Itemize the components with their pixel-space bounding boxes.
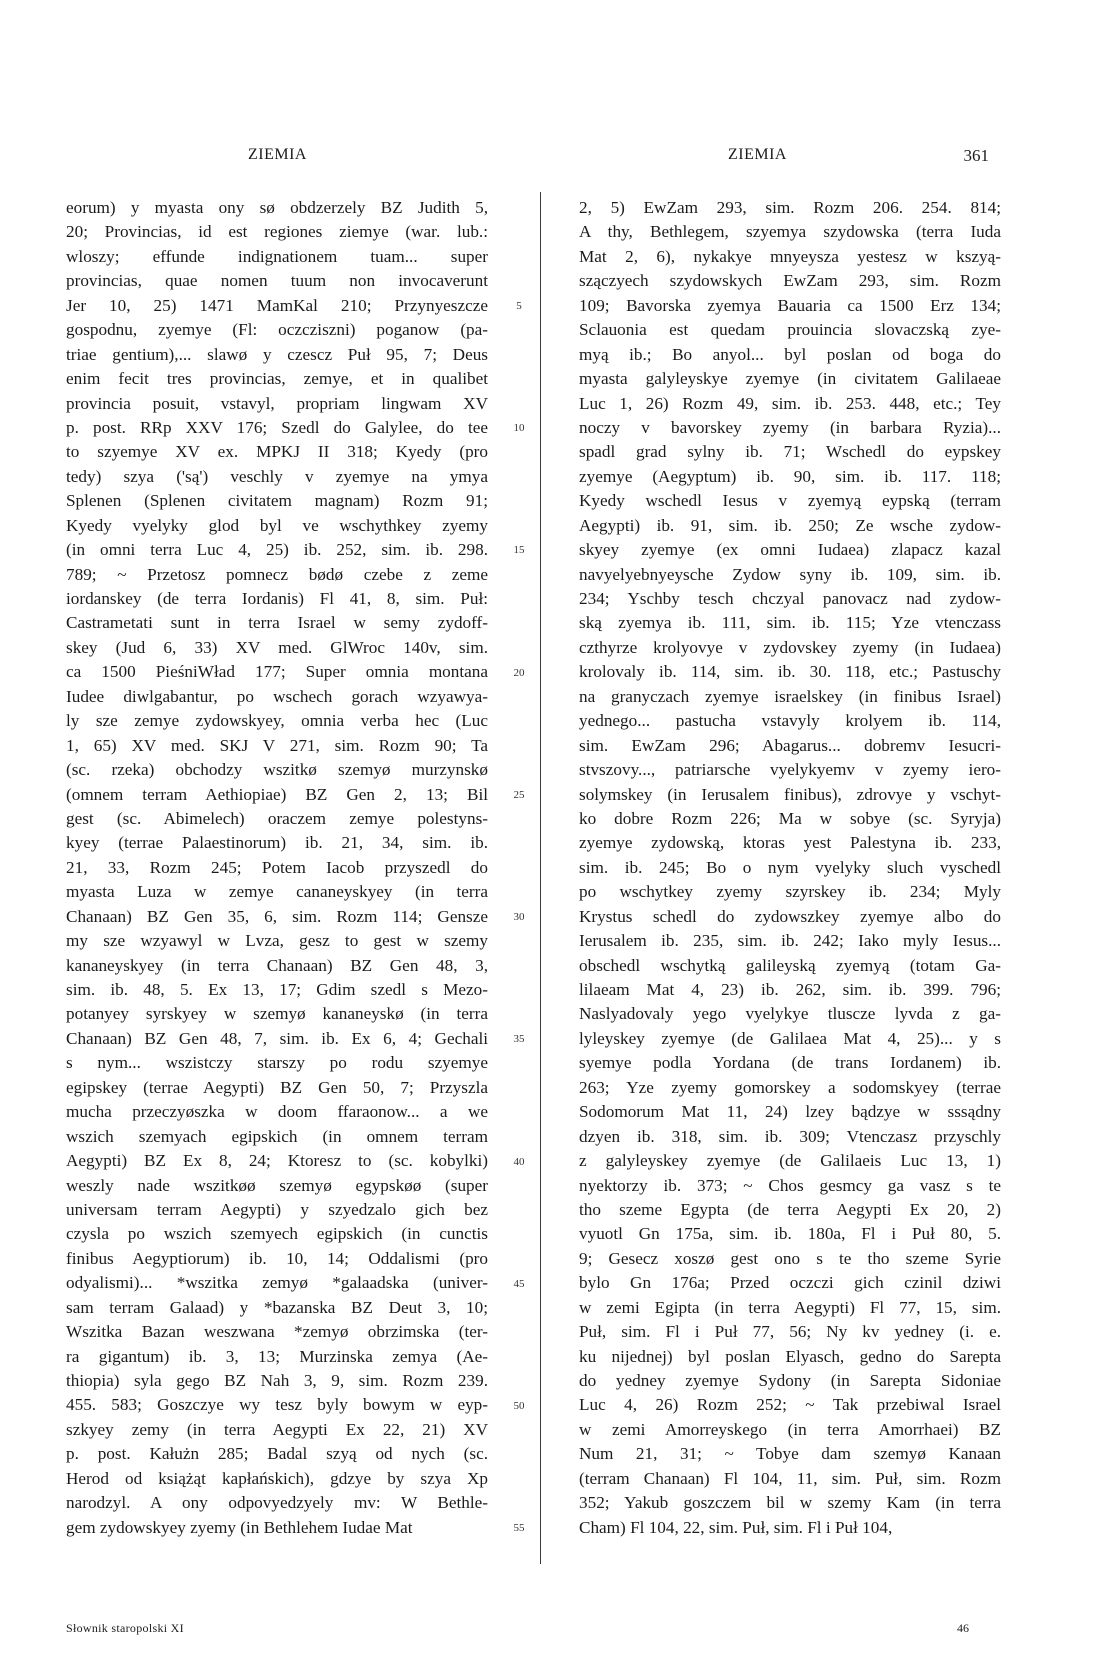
right-column-line: A thy, Bethlegem, szyemya szydowska (terra Iuda [579,222,1001,242]
right-column-line: krolovaly ib. 114, sim. ib. 30. 118, etc.; Pastuschy [579,662,1001,682]
left-column-line: 21, 33, Rozm 245; Potem Iacob przyszedl do [66,857,488,877]
left-column-line: Castrametati sunt in terra Israel w semy zydoff- [66,613,488,633]
left-column-line: my sze wzyawyl w Lvza, gesz to gest w szemy [66,931,488,951]
right-column-line: Mat 2, 6), nykakye mnyeysza yestesz w kszyą- [579,246,1001,266]
right-column-line: stvszovy..., patriarsche vyelykyemv v zyemy iero- [579,760,1001,780]
right-column-line: spadl grad sylny ib. 71; Wschedl do eypskey [579,442,1001,462]
left-column-line: szkyey zemy (in terra Aegypti Ex 22, 21) XV [66,1419,488,1439]
left-column [66,196,488,1540]
right-column-line: ku nijednej) byl poslan Elyasch, gedno do Sarepta [579,1346,1001,1366]
left-column-line: skey (Jud 6, 33) XV med. GlWroc 140v, sim. [66,637,488,657]
left-column-line: kananeyskyey (in terra Chanaan) BZ Gen 48, 3, [66,955,488,975]
footer-signature: 46 [957,1621,969,1635]
column-divider [540,192,541,1564]
left-column-line: wszich szemyach egipskich (in omnem terram [66,1126,488,1146]
right-column-line: nyektorzy ib. 373; ~ Chos gesmcy ga vasz s te [579,1175,1001,1195]
left-column-line: to szyemye XV ex. MPKJ II 318; Kyedy (pro [66,442,488,462]
right-column-line: z galyleyskey zyemye (de Galilaeis Luc 13, 1) [579,1151,1001,1171]
right-column-line: Ierusalem ib. 235, sim. ib. 242; Iako myly Iesus... [579,931,1001,951]
right-column-line: sim. ib. 245; Bo o nym vyelyky sluch vyschedl [579,857,1001,877]
line-number: 25 [513,788,525,801]
left-column-line: mucha przeczyøszka w doom ffaraonow... a we [66,1102,488,1122]
left-column-line: Splenen (Splenen civitatem magnam) Rozm 91; [66,491,488,511]
right-column-line: sim. EwZam 296; Abagarus... dobremv Iesucri- [579,735,1001,755]
right-column-line: do yedney zyemye Sydony (in Sarepta Sidoniae [579,1371,1001,1390]
right-column-line: dzyen ib. 318, sim. ib. 309; Vtenczasz przyschly [579,1126,1001,1146]
right-column-line: czthyrze krolyovye v zydovskey zyemy (in Iudaea) [579,637,1001,657]
right-column-line: Luc 4, 26) Rozm 252; ~ Tak przebiwal Israel [579,1395,1001,1415]
right-column-line: 263; Yze zyemy gomorskey a sodomskyey (terrae [579,1077,1001,1097]
right-column-line: syemye podla Yordana (de trans Iordanem) ib. [579,1053,1001,1073]
left-column-line: gest (sc. Abimelech) oraczem zemye polestyns- [66,808,488,828]
left-column-line: Wszitka Bazan weszwana *zemyø obrzimska (ter- [66,1322,488,1342]
left-column-line: gospodnu, zyemye (Fl: oczcziszni) poganow (pa- [66,320,488,340]
right-column-line: solymskey (in Ierusalem finibus), zdrovye y vschyt- [579,784,1001,804]
right-column-line: sząсzyech szydowskych EwZam 293, sim. Rozm [579,271,1001,291]
right-column-line: 352; Yakub goszczem bil w szemy Kam (in terra [579,1493,1001,1513]
left-column-line: p. post. Kałużn 285; Badal szyą od nych (sc. [66,1444,488,1464]
header-right-title: ZIEMIA [728,146,787,163]
left-column-line: s nym... wszistczy starszy po rodu szyemye [66,1053,488,1073]
right-column-line: bylo Gn 176a; Przed oczczi gich czinil dziwi [579,1273,1001,1293]
right-column-line: vyuotl Gn 175a, sim. ib. 180a, Fl i Puł 80, 5. [579,1224,1001,1244]
right-column-line: obschedl wschytką galileyską zyemyą (totam Ga- [579,955,1001,975]
right-column-line: ko dobre Rozm 226; Ma w sobye (sc. Syryja) [579,808,1001,828]
left-column-line: tedy) szya ('są') veschly v zyemye na ymya [66,466,488,486]
line-number: 35 [513,1033,525,1046]
line-number: 50 [513,1400,525,1413]
left-column-line: 20; Provincias, id est regiones ziemye (war. lub.: [66,222,488,242]
right-column-line: Num 21, 31; ~ Tobye dam szemyø Kanaan [579,1444,1001,1464]
left-column-line: Kyedy vyelyky glod byl ve wschythkey zyemy [66,515,488,535]
left-column-line: egipskey (terrae Aegypti) BZ Gen 50, 7; Przyszla [66,1077,488,1097]
right-column-line: 9; Gesecz xoszø gest ono s te tho szeme Syrie [579,1248,1001,1268]
left-column-line: p. post. RRp XXV 176; Szedl do Galylee, do tee [66,417,488,437]
line-number: 15 [513,544,525,557]
right-column-line: noczy v bavorskey zyemy (in barbara Ryzia)... [579,417,1001,437]
right-column-line: na granyczach zyemye israelskey (in finibus Israel) [579,686,1001,706]
right-column-line: tho szeme Egypta (de terra Aegypti Ex 20, 2) [579,1199,1001,1219]
left-column-line: 789; ~ Przetosz pomnecz bødø czebe z zeme [66,564,488,584]
right-column-line: Kyedy wschedl Iesus v zyemyą eypską (terram [579,491,1001,511]
header-left-title: ZIEMIA [248,146,307,163]
left-column-line: odyalismi)... *wszitka zemyø *galaadska (univer- [66,1273,488,1293]
left-column-line: enim fecit tres provincias, zemye, et in qualibet [66,369,488,389]
right-column-line: Aegypti) ib. 91, sim. ib. 250; Ze wsche zydow- [579,515,1001,535]
left-column-line: eorum) y myasta ony sø obdzerzely BZ Judith 5, [66,198,488,217]
right-column-line: 2, 5) EwZam 293, sim. Rozm 206. 254. 814; [579,198,1001,217]
left-column-line: sam terram Galaad) y *bazanska BZ Deut 3, 10; [66,1297,488,1317]
left-column-line: provincias, quae nomen tuum non invocaverunt [66,271,488,291]
left-column-line: Iudee diwlgabantur, po wschech gorach wzyawya- [66,686,488,706]
line-number: 5 [516,299,522,312]
left-column-line: Chanaan) BZ Gen 48, 7, sim. ib. Ex 6, 4; Gechali [66,1028,488,1048]
left-column-line: 455. 583; Goszczye wy tesz byly bowym w eyp- [66,1395,488,1415]
right-column-line: myą ib.; Bo anyol... byl poslan od boga do [579,344,1001,364]
left-column-line: provincia posuit, vstavyl, propriam lingwam XV [66,393,488,413]
left-column-line: triae gentium),... slawø y czescz Puł 95, 7; Deus [66,344,488,364]
right-column-line: 109; Bavorska zyemya Bauaria ca 1500 Erz 134; [579,295,1001,315]
right-column-line: skyey zyemye (ex omni Iudaea) zlapacz kazal [579,540,1001,560]
right-column-line: lyleyskey zyemye (de Galilaea Mat 4, 25)... y s [579,1028,1001,1048]
left-column-line: weszly nade wszitkøø szemyø egypskøø (super [66,1175,488,1195]
left-column-line: (omnem terram Aethiopiae) BZ Gen 2, 13; Bil [66,784,488,804]
page-number: 361 [963,146,989,165]
right-column-line: 234; Yschby tesch chczyal panovacz nad zydow- [579,589,1001,608]
left-column-line: iordanskey (de terra Iordanis) Fl 41, 8, sim. Puł: [66,589,488,608]
left-column-line: czysla po wszich szemyech egipskich (in cunctis [66,1224,488,1244]
right-column-line: Naslyadovaly yego vyelykye tluscze lyvda z ga- [579,1004,1001,1024]
right-column-line: zyemye zydowską, ktoras yest Palestyna ib. 233, [579,833,1001,853]
left-column-line: Herod od książąt kapłańskich), gdzye by szya Xp [66,1468,488,1488]
right-column [579,196,1001,1540]
left-column-line: ly sze zemye zydowskyey, omnia verba hec (Luc [66,711,488,731]
right-column-line: Sodomorum Mat 11, 24) lzey bądzye w sssądny [579,1102,1001,1122]
left-column-line: finibus Aegyptiorum) ib. 10, 14; Oddalismi (pro [66,1248,488,1268]
right-column-line: ską zyemya ib. 111, sim. ib. 115; Yze vtenczass [579,613,1001,633]
left-column-line: thiopia) syla gego BZ Nah 3, 9, sim. Rozm 239. [66,1371,488,1390]
right-column-line: myasta galyleyskye zyemye (in civitatem Galilaeae [579,369,1001,389]
right-column-line: yednego... pastucha vstavyly krolyem ib. 114, [579,711,1001,731]
left-column-line: narodzyl. A ony odpovyedzyely mv: W Bethle- [66,1493,488,1513]
right-column-line: Sclauonia est quedam prouincia slovaczską zye- [579,320,1001,340]
line-number: 30 [513,911,525,924]
right-column-line: w zemi Egipta (in terra Aegypti) Fl 77, 15, sim. [579,1297,1001,1317]
line-number: 40 [513,1155,525,1168]
line-number: 55 [513,1522,525,1535]
right-column-line: Krystus schedl do zydowszkey zyemye albo do [579,906,1001,926]
left-column-line: ra gigantum) ib. 3, 13; Murzinska zemya (Ae- [66,1346,488,1366]
footer-publication: Słownik staropolski XI [66,1621,184,1635]
left-column-line: Aegypti) BZ Ex 8, 24; Ktoresz to (sc. kobylki) [66,1151,488,1171]
left-column-line: potanyey syrskyey w szemyø kananeyskø (in terra [66,1004,488,1024]
left-column-line: 1, 65) XV med. SKJ V 271, sim. Rozm 90; Ta [66,735,488,755]
right-column-line: w zemi Amorreyskego (in terra Amorrhaei) BZ [579,1419,1001,1439]
left-column-line: Chanaan) BZ Gen 35, 6, sim. Rozm 114; Gensze [66,906,488,926]
right-column-line: navyelyebnyeysche Zydow syny ib. 109, sim. ib. [579,564,1001,584]
right-column-line: Cham) Fl 104, 22, sim. Puł, sim. Fl i Puł 104, [579,1517,893,1537]
left-column-line: Jer 10, 25) 1471 MamKal 210; Przynyeszcze [66,295,488,315]
left-column-line: (in omni terra Luc 4, 25) ib. 252, sim. ib. 298. [66,540,488,560]
right-column-line: zyemye (Aegyptum) ib. 90, sim. ib. 117. 118; [579,466,1001,486]
left-column-line: universam terram Aegypti) y szyedzalo gich bez [66,1199,488,1219]
left-column-line: kyey (terrae Palaestinorum) ib. 21, 34, sim. ib. [66,833,488,853]
right-column-line: lilaeam Mat 4, 23) ib. 262, sim. ib. 399. 796; [579,980,1001,999]
right-column-line: Luc 1, 26) Rozm 49, sim. ib. 253. 448, etc.; Tey [579,393,1001,413]
left-column-line: gem zydowskyey zyemy (in Bethlehem Iudae Mat [66,1517,413,1537]
left-column-line: (sc. rzeka) obchodzy wszitkø szemyø murzynskø [66,760,488,780]
line-number: 10 [513,422,525,435]
right-column-line: po wschytkey zyemy szyrskey ib. 234; Myly [579,882,1001,902]
left-column-line: sim. ib. 48, 5. Ex 13, 17; Gdim szedl s Mezo- [66,980,488,999]
left-column-line: ca 1500 PieśniWład 177; Super omnia montana [66,662,488,682]
right-column-line: Puł, sim. Fl i Puł 77, 56; Ny kv yedney (i. e. [579,1322,1001,1342]
right-column-line: (terram Chanaan) Fl 104, 11, sim. Puł, sim. Rozm [579,1468,1001,1488]
left-column-line: myasta Luza w zemye cananeyskyey (in terra [66,882,488,902]
line-number: 20 [513,666,525,679]
line-number: 45 [513,1277,525,1290]
left-column-line: wloszy; effunde indignationem tuam... super [66,246,488,266]
